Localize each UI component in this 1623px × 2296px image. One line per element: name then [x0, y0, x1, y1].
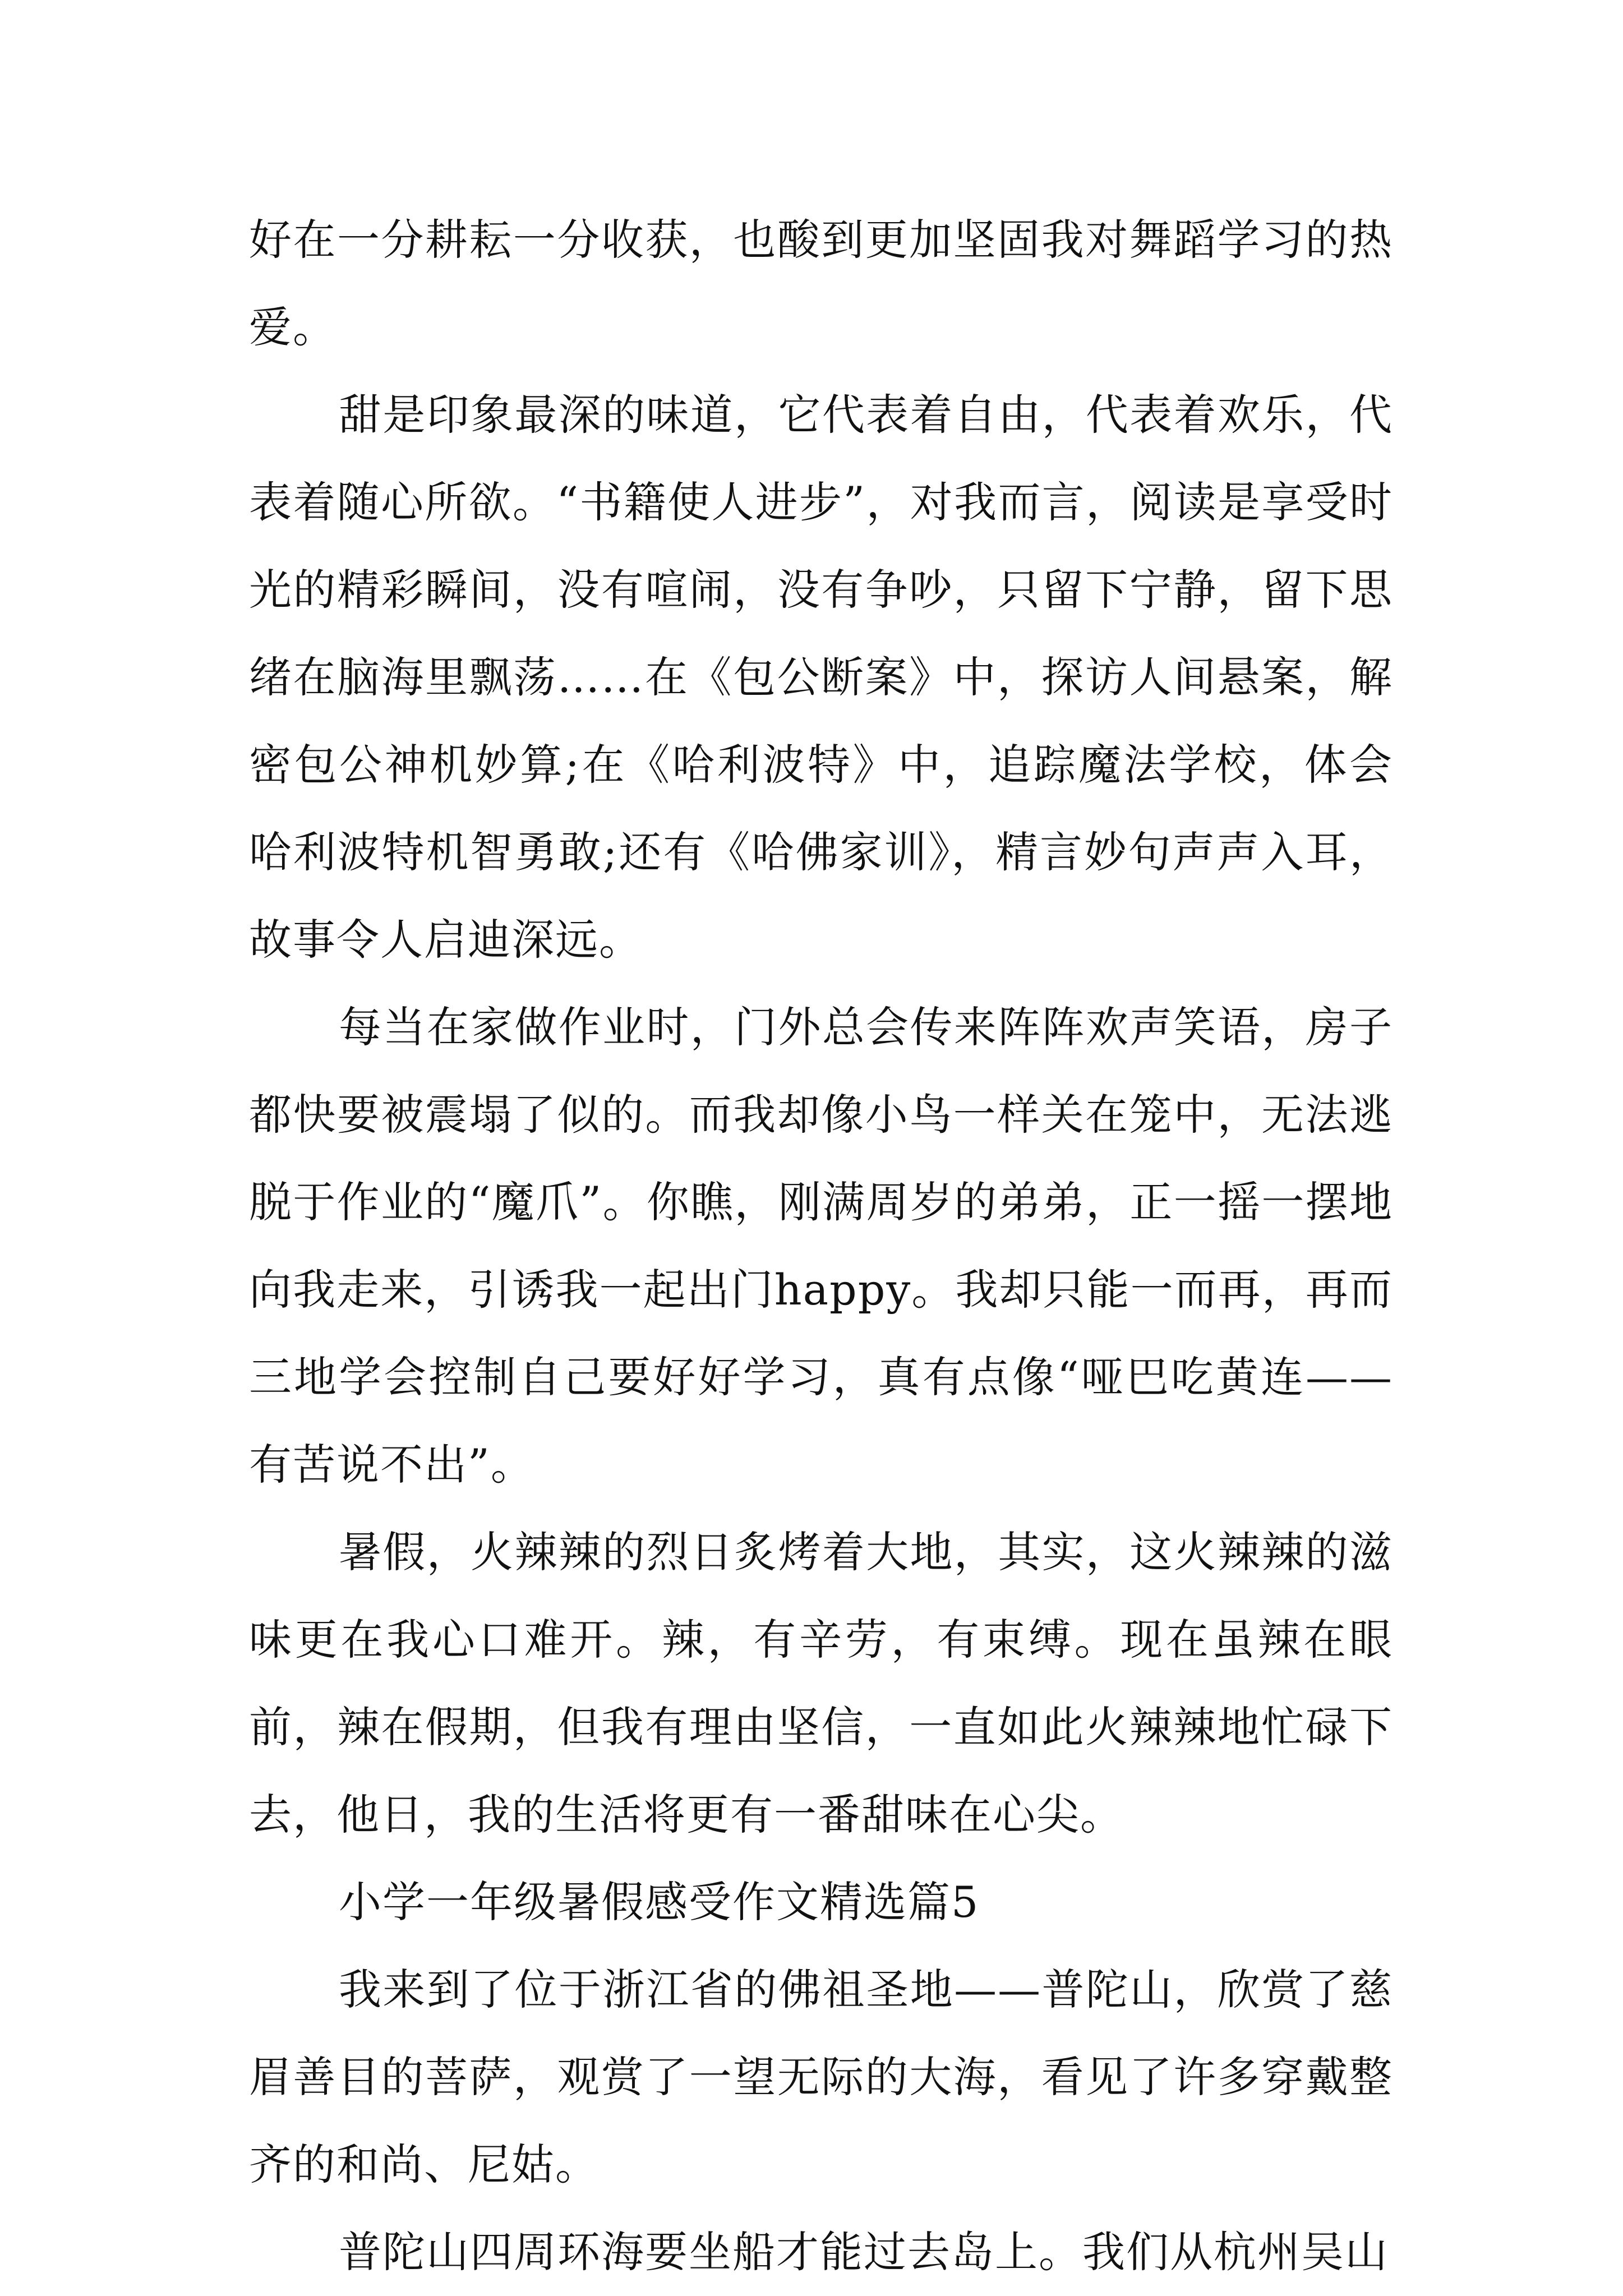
paragraph-6: 普陀山四周环海要坐船才能过去岛上。我们从杭州吴山 — [339, 2227, 1389, 2277]
section-title: 小学一年级暑假感受作文精选篇5 — [339, 1877, 980, 1927]
paragraph-5: 我来到了位于浙江省的佛祖圣地——普陀山，欣赏了慈眉善目的菩萨，观赏了一望无际的大海，看见了许多穿戴整齐的和尚、尼姑。 — [249, 1965, 1393, 2189]
paragraph-2: 甜是印象最深的味道，它代表着自由，代表着欢乐，代表着随心所欲。“书籍使人进步”，对我而言，阅读是享受时光的精彩瞬间，没有喧闹，没有争吵，只留下宁静，留下思绪在脑海里飘荡……在《包公断案》中，探访人间悬案，解密包公神机妙算;在《哈利波特》中，追踪魔法学校，体会哈利波特机智勇敢;还有《哈佛家训》，精言妙句声声入耳，故事令人启迪深远。 — [249, 390, 1393, 965]
paragraph-3: 每当在家做作业时，门外总会传来阵阵欢声笑语，房子都快要被震塌了似的。而我却像小鸟一样关在笼中，无法逃脱于作业的“魔爪”。你瞧，刚满周岁的弟弟，正一摇一摆地向我走来，引诱我一起出门happy。我却只能一而再，再而三地学会控制自己要好好学习，真有点像“哑巴吃黄连——有苦说不出”。 — [249, 1002, 1393, 1490]
document-page — [249, 196, 1393, 2296]
paragraph-4: 暑假，火辣辣的烈日炙烤着大地，其实，这火辣辣的滋味更在我心口难开。辣，有辛劳，有束缚。现在虽辣在眼前，辣在假期，但我有理由坚信，一直如此火辣辣地忙碌下去，他日，我的生活将更有一番甜味在心尖。 — [249, 1527, 1393, 1839]
paragraph-1: 好在一分耕耘一分收获，也酸到更加坚固我对舞蹈学习的热爱。 — [249, 215, 1393, 352]
